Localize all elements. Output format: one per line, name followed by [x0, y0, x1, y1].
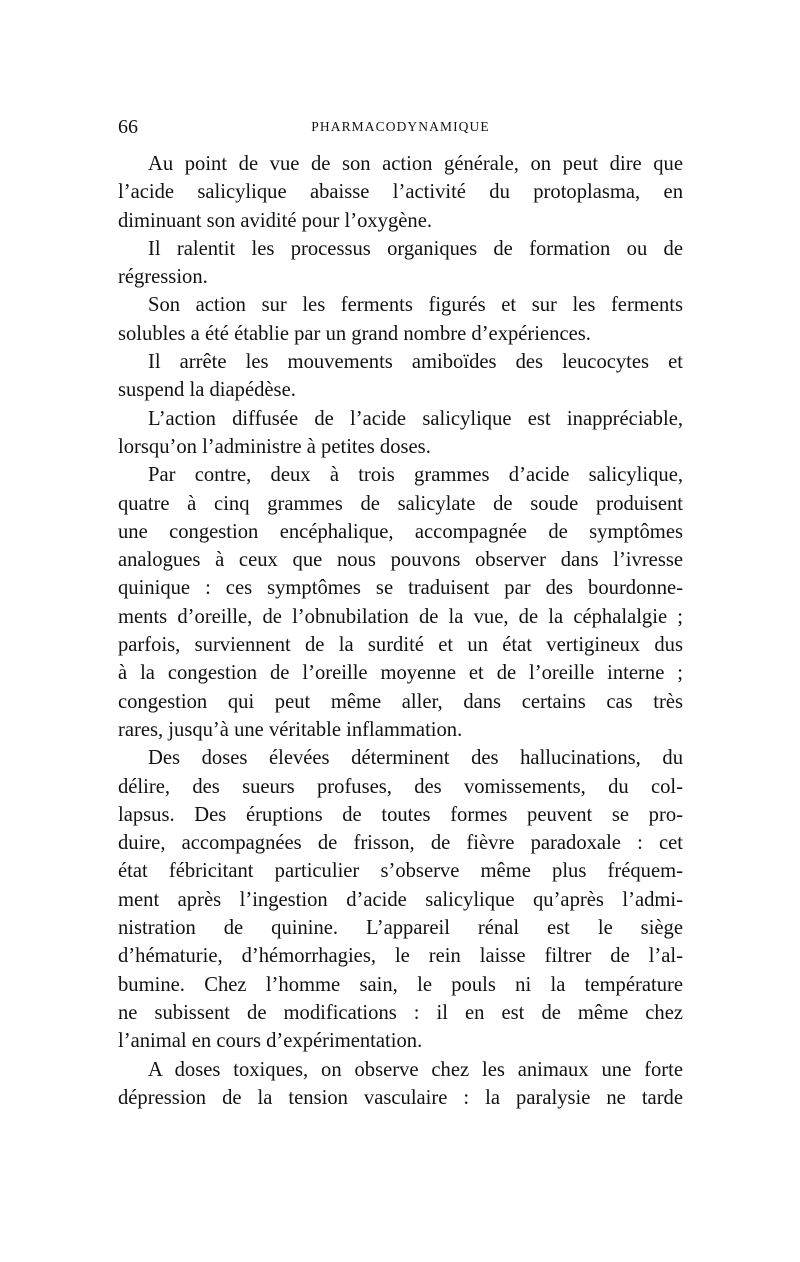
text-line: parfois, surviennent de la surdité et un état vertigineux dus: [118, 634, 683, 657]
text-line: quinique : ces symptômes se traduisent par des bourdonne-: [118, 577, 683, 600]
text-line: Par contre, deux à trois grammes d’acide salicylique,: [148, 464, 683, 487]
text-line: Il ralentit les processus organiques de formation ou de: [148, 237, 683, 260]
text-line: ment après l’ingestion d’acide salicylique qu’après l’admi-: [118, 888, 683, 911]
text-line: à la congestion de l’oreille moyenne et de l’oreille interne ;: [118, 662, 683, 685]
text-line: ne subissent de modifications : il en est de même chez: [118, 1001, 683, 1024]
text-line: ments d’oreille, de l’obnubilation de la vue, de la céphalalgie ;: [118, 605, 683, 628]
text-line: d’hématurie, d’hémorrhagies, le rein laisse filtrer de l’al-: [118, 945, 683, 968]
text-line: rares, jusqu’à une véritable inflammation.: [118, 718, 463, 741]
text-line: solubles a été établie par un grand nombre d’expériences.: [118, 322, 591, 345]
text-line: congestion qui peut même aller, dans certains cas très: [118, 690, 683, 713]
text-line: Au point de vue de son action générale, on peut dire que: [148, 153, 683, 175]
text-line: état fébricitant particulier s’observe même plus fréquem-: [118, 860, 683, 883]
text-line: l’animal en cours d’expérimentation.: [118, 1030, 423, 1053]
text-line: dépression de la tension vasculaire : la paralysie ne tarde: [118, 1086, 683, 1109]
text-line: diminuant son avidité pour l’oxygène.: [118, 209, 432, 232]
page-header: [118, 116, 683, 138]
text-line: Son action sur les ferments figurés et sur les ferments: [148, 294, 683, 317]
text-line: A doses toxiques, on observe chez les animaux une forte: [148, 1058, 683, 1081]
text-line: Des doses élevées déterminent des hallucinations, du: [148, 747, 683, 770]
text-line: bumine. Chez l’homme sain, le pouls ni la température: [118, 973, 683, 996]
page-number: 66: [118, 116, 138, 138]
text-line: régression.: [118, 266, 208, 289]
text-line: l’acide salicylique abaisse l’activité du protoplasma, en: [118, 181, 683, 204]
text-line: lapsus. Des éruptions de toutes formes peuvent se pro-: [118, 803, 683, 826]
running-title: PHARMACODYNAMIQUE: [311, 119, 490, 134]
text-line: Il arrête les mouvements amiboïdes des leucocytes et: [148, 351, 683, 374]
text-line: analogues à ceux que nous pouvons observer dans l’ivresse: [118, 549, 683, 572]
text-line: quatre à cinq grammes de salicylate de soude produisent: [118, 492, 683, 515]
text-line: duire, accompagnées de frisson, de fièvre paradoxale : cet: [118, 832, 683, 855]
body-text: [118, 150, 683, 1112]
text-line: délire, des sueurs profuses, des vomissements, du col-: [118, 775, 683, 798]
text-line: une congestion encéphalique, accompagnée de symptômes: [118, 520, 683, 543]
text-line: suspend la diapédèse.: [118, 379, 296, 402]
text-line: lorsqu’on l’administre à petites doses.: [118, 435, 431, 458]
text-line: nistration de quinine. L’appareil rénal est le siège: [118, 917, 683, 940]
text-line: L’action diffusée de l’acide salicylique est inappréciable,: [148, 407, 683, 430]
